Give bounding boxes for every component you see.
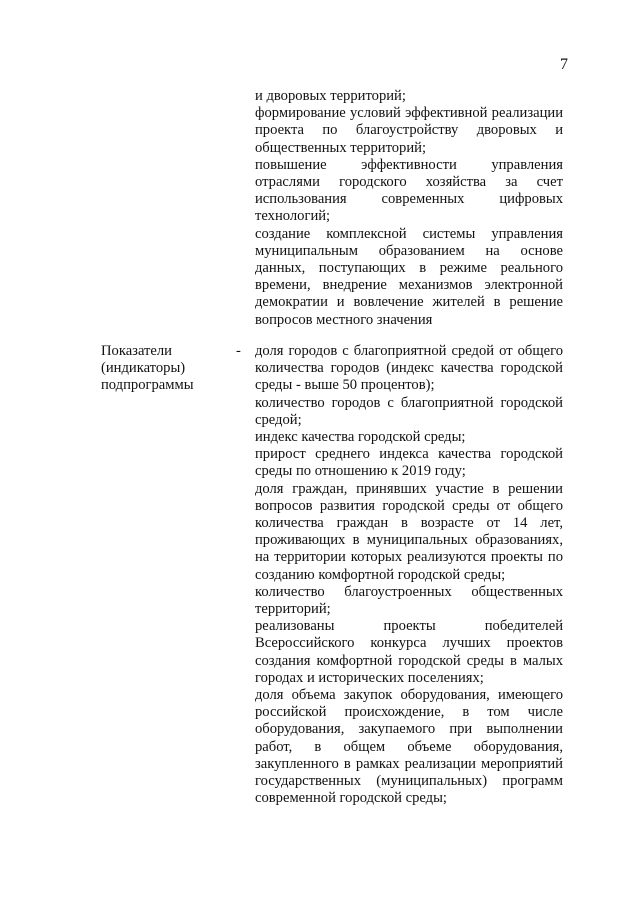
page-number: 7: [560, 56, 568, 73]
label-line: подпрограммы: [101, 377, 194, 394]
indicator-item: доля городов с благоприятной средой от общего количества городов (индекс качества городской среды - выше 50 процентов);: [255, 343, 563, 394]
objective-item: повышение эффективности управления отраслями городского хозяйства за счет использования современных цифровых технологий;: [255, 156, 563, 225]
indicators-list: [255, 343, 563, 807]
objectives-continuation: [255, 88, 563, 329]
indicator-item: реализованы проекты победителей Всероссийского конкурса лучших проектов создания комфортной городской среды в малых городах и исторических поселениях;: [255, 618, 563, 686]
indicator-item: доля граждан, принявших участие в решении вопросов развития городской среды от общего количества граждан в возрасте от 14 лет, проживающих в муниципальных образованиях, на территории которых реализуются проекты по созданию комфортной городской среды;: [255, 480, 563, 583]
objective-item: формирование условий эффективной реализации проекта по благоустройству дворовых и общественных территорий;: [255, 105, 563, 156]
objective-item: и дворовых территорий;: [255, 88, 406, 104]
objective-item: создание комплексной системы управления муниципальным образованием на основе данных, поступающих в режиме реального времени, внедрение механизмов электронной демократии и вовлечение жителей в решение вопросов местного значения: [255, 225, 563, 328]
label-line: (индикаторы): [101, 360, 186, 377]
indicator-item: количество городов с благоприятной городской средой;: [255, 394, 563, 428]
indicator-item: доля объема закупок оборудования, имеющего российской происхождение, в том числе оборудования, закупаемого при выполнении работ, в общем объеме оборудования, закупленного в рамках реализации мероприятий государственных (муниципальных) программ современной городской среды;: [255, 687, 563, 807]
indicator-item: индекс качества городской среды;: [255, 429, 466, 446]
indicator-item: количество благоустроенных общественных территорий;: [255, 583, 563, 618]
label-line: Показатели: [101, 343, 172, 359]
indicator-item: прирост среднего индекса качества городской среды по отношению к 2019 году;: [255, 446, 563, 480]
indicators-label: [101, 343, 231, 395]
separator-dash: -: [236, 343, 241, 359]
